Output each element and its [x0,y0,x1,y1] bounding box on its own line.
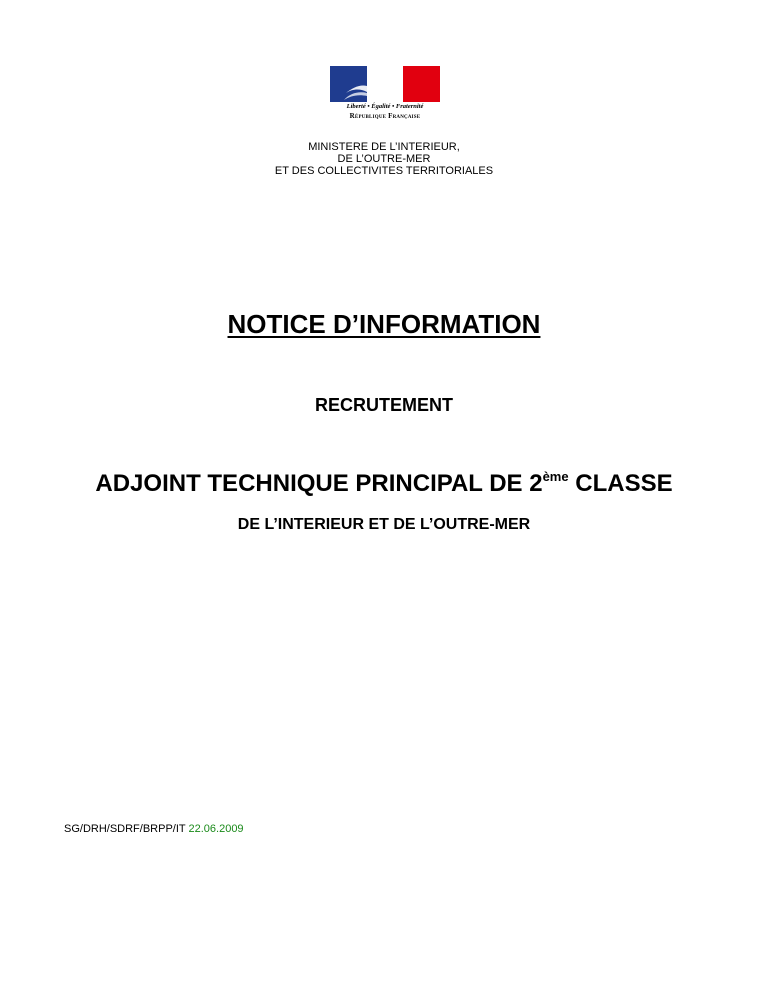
reference-code: SG/DRH/SDRF/BRPP/IT [64,823,186,835]
document-subtitle: RECRUTEMENT [315,395,453,415]
logo-motto: Liberté • Égalité • Fraternité [346,103,424,110]
ministry-line-3: ET DES COLLECTIVITES TERRITORIALES [274,165,494,177]
document-title: NOTICE D’INFORMATION [227,309,541,339]
grade-title-superscript: ème [542,469,569,484]
grade-title-prefix: ADJOINT TECHNIQUE PRINCIPAL DE 2 [95,470,543,497]
ministry-line-2: DE L’OUTRE-MER [337,153,431,165]
reference-date: 22.06.2009 [188,823,244,835]
flag-red-band [403,66,440,102]
document-reference [64,823,244,836]
marianne-logo-icon [330,66,440,102]
grade-subtitle: DE L’INTERIEUR ET DE L’OUTRE-MER [237,516,531,533]
logo-republic: République Française [349,112,421,120]
grade-title-suffix: CLASSE [568,470,673,497]
republique-francaise-logo [330,66,440,120]
grade-title [0,466,768,502]
ministry-line-1: MINISTERE DE L’INTERIEUR, [308,141,460,153]
